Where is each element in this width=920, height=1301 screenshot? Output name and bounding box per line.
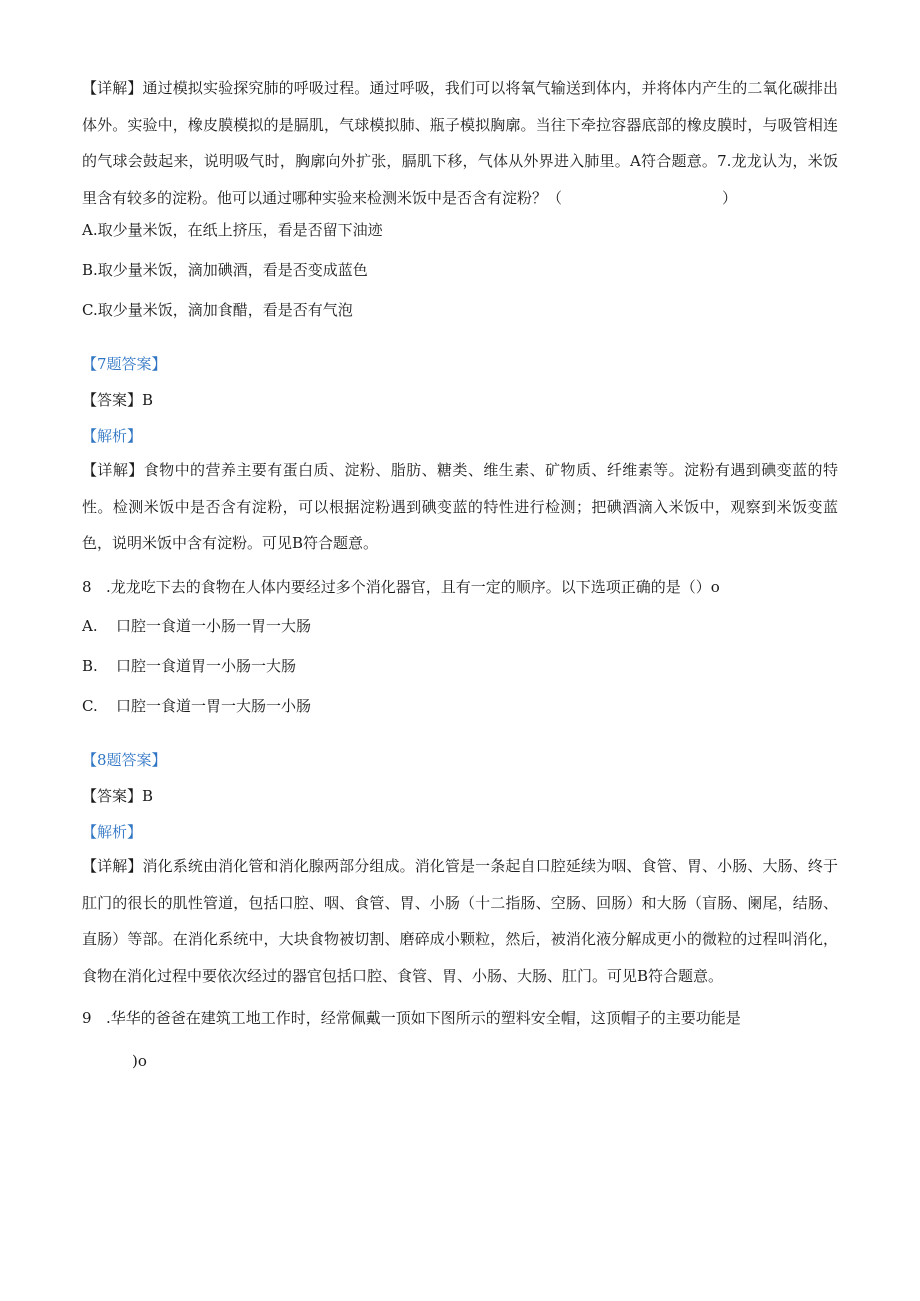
q8-question-text: .龙龙吃下去的食物在人体内要经过多个消化器官，且有一定的顺序。以下选项正确的是（）o: [106, 578, 720, 596]
q8-option-a: [82, 616, 311, 636]
q8-option-c-label: C.: [82, 697, 98, 715]
q8-number: 8: [82, 578, 92, 596]
q9-question: [82, 1008, 741, 1028]
q7-answer: 【答案】B: [82, 391, 154, 409]
q7-option-a: A.取少量米饭，在纸上挤压，看是否留下油迹: [82, 221, 383, 239]
q9-tail: )o: [132, 1052, 147, 1070]
close-paren: ）: [722, 188, 738, 207]
q8-answer-header: 【8题答案】: [82, 751, 167, 769]
q8-detail-paragraph: 【详解】消化系统由消化管和消化腺两部分组成。消化管是一条起自口腔延续为咽、食管、胃、小肠、大肠、终于肛门的很长的肌性管道，包括口腔、咽、食管、胃、小肠（十二指肠、空肠、回肠）和大肠（盲肠、阑尾，结肠、直肠）等部。在消化系统中，大块食物被切割、磨碎成小颗粒，然后，被消化液分解成更小的微粒的过程叫消化，食物在消化过程中要依次经过的器官包括口腔、食管、胃、小肠、大肠、肛门。可见B符合题意。: [82, 857, 838, 985]
q8-option-c-text: 口腔一食道一胃一大肠一小肠: [116, 697, 312, 715]
detail-text-q6: 【详解】通过模拟实验探究肺的呼吸过程。通过呼吸，我们可以将氧气输送到体内，并将体内产生的二氧化碳排出体外。实验中，橡皮膜模拟的是膈肌，气球模拟肺、瓶子模拟胸廓。当往下牵拉容器底部的橡皮膜时，与吸管相连的气球会鼓起来，说明吸气时，胸廓向外扩张，膈肌下移，气体从外界进入肺里。A符合题意。7.龙龙认为，米饭里含有较多的淀粉。他可以通过哪种实验来检测米饭中是否含有淀粉？（: [82, 79, 838, 207]
q8-option-a-text: 口腔一食道一小肠一胃一大肠: [116, 617, 312, 635]
detail-paragraph-q6: [82, 70, 838, 216]
q8-option-c: [82, 696, 311, 716]
q8-option-b: [82, 656, 296, 676]
q7-option-b: B.取少量米饭，滴加碘酒，看是否变成蓝色: [82, 261, 368, 279]
q7-option-c: C.取少量米饭，滴加食醋，看是否有气泡: [82, 301, 353, 319]
q7-answer-header: 【7题答案】: [82, 355, 167, 373]
q8-option-b-label: B.: [82, 657, 98, 675]
q8-question: [82, 577, 720, 597]
q8-analysis-header: 【解析】: [82, 823, 143, 841]
q8-answer: 【答案】B: [82, 787, 154, 805]
q8-option-b-text: 口腔一食道胃一小肠一大肠: [116, 657, 297, 675]
q7-detail-paragraph: 【详解】食物中的营养主要有蛋白质、淀粉、脂肪、糖类、维生素、矿物质、纤维素等。淀粉有遇到碘变蓝的特性。检测米饭中是否含有淀粉，可以根据淀粉遇到碘变蓝的特性进行检测；把碘酒滴入米饭中，观察到米饭变蓝色，说明米饭中含有淀粉。可见B符合题意。: [82, 461, 838, 552]
q8-option-a-label: A.: [82, 617, 98, 635]
q9-question-text: .华华的爸爸在建筑工地工作时，经常佩戴一顶如下图所示的塑料安全帽，这顶帽子的主要功能是: [106, 1009, 741, 1027]
q7-analysis-header: 【解析】: [82, 427, 143, 445]
q9-number: 9: [82, 1009, 92, 1027]
